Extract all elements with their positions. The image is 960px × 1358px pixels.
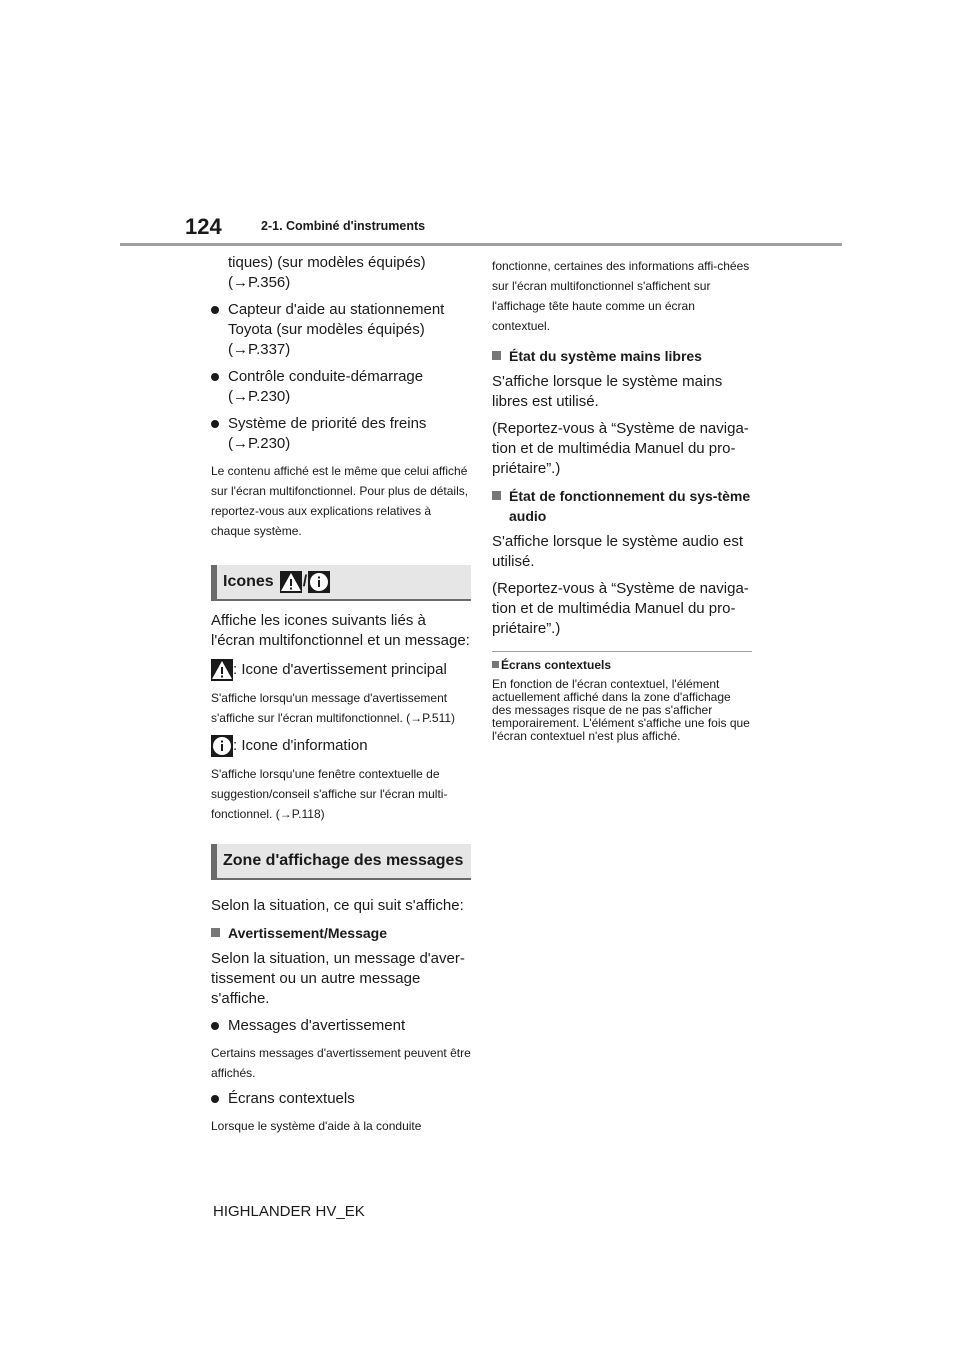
page-number: 124	[185, 214, 222, 239]
bullet-icon	[211, 306, 219, 314]
square-bullet-icon	[492, 661, 499, 668]
warning-triangle-icon	[211, 659, 233, 681]
continued-text: tiques) (sur modèles équipés)	[228, 254, 426, 271]
warning-icon-desc: S'affiche lorsqu'un message d'avertissement s'affiche sur l'écran multifonctionnel. (→P.511)	[211, 691, 456, 725]
bullet-item	[211, 1089, 471, 1109]
section-header-messages	[211, 844, 471, 880]
bullet-item	[211, 300, 471, 360]
subsection-ref: (Reportez-vous à “Système de naviga-tion et de multimédia Manuel du pro-priétaire”.)	[492, 580, 749, 637]
warning-triangle-icon	[280, 571, 302, 593]
subsection-heading	[492, 486, 752, 526]
icon-separator: /	[302, 573, 308, 590]
bullet-label: Écrans contextuels	[228, 1090, 355, 1107]
bullet-item	[211, 1016, 471, 1036]
note-heading	[492, 658, 752, 672]
warning-icon-label: : Icone d'avertissement principal	[233, 661, 447, 678]
bullet-label: Système de priorité des freins (→P.230)	[228, 415, 427, 452]
subsection-heading-text: État de fonctionnement du sys-tème audio	[509, 488, 751, 524]
continued-ref: (→P.356)	[228, 274, 291, 291]
subsection-text: Selon la situation, un message d'aver-tissement ou un autre message s'affiche.	[211, 950, 465, 1007]
note-text: Le contenu affiché est le même que celui affiché sur l'écran multifonctionnel. Pour plus de détails, reportez-vous aux explications relatives à chaque système.	[211, 464, 469, 538]
info-icon-label: : Icone d'information	[233, 737, 368, 754]
bullet-label: Contrôle conduite-démarrage (→P.230)	[228, 368, 424, 405]
section-title: Icones	[223, 573, 274, 590]
warning-icon-row	[211, 658, 471, 682]
bullet-label: Messages d'avertissement	[228, 1017, 406, 1034]
square-bullet-icon	[211, 928, 220, 937]
subsection-heading-text: État du système mains libres	[509, 348, 702, 364]
bullet-label: Capteur d'aide au stationnement Toyota (sur modèles équipés) (→P.337)	[228, 301, 445, 358]
right-column	[492, 256, 752, 743]
subsection-heading	[211, 923, 471, 943]
note-divider	[492, 651, 752, 652]
square-bullet-icon	[492, 491, 501, 500]
bullet-icon	[211, 1095, 219, 1103]
subsection-heading-text: Avertissement/Message	[228, 925, 388, 941]
continued-text: fonctionne, certaines des informations affi-chées sur l'écran multifonctionnel s'affichent sur l'affichage tête haute comme un écran contextuel.	[492, 259, 750, 333]
bullet-icon	[211, 420, 219, 428]
square-bullet-icon	[492, 351, 501, 360]
bullet-item	[211, 414, 471, 454]
subsection-text: S'affiche lorsque le système audio est utilisé.	[492, 533, 744, 570]
icons-intro: Affiche les icones suivants liés à l'écran multifonctionnel et un message:	[211, 612, 470, 649]
bullet-desc: Certains messages d'avertissement peuvent être affichés.	[211, 1046, 471, 1080]
messages-intro: Selon la situation, ce qui suit s'affiche:	[211, 897, 464, 914]
bullet-icon	[211, 373, 219, 381]
note-heading-text: Écrans contextuels	[501, 658, 612, 672]
info-icon-desc: S'affiche lorsqu'une fenêtre contextuelle de suggestion/conseil s'affiche sur l'écran multi-fonctionnel. (→P.118)	[211, 767, 448, 821]
left-column	[211, 253, 471, 1142]
note-text: En fonction de l'écran contextuel, l'élément actuellement affiché dans la zone d'affichage des messages risque de ne pas s'afficher temporairement. L'élément s'affiche une fois que l'écran contextuel n'est plus affiché.	[492, 677, 750, 743]
info-circle-icon	[211, 735, 233, 757]
info-icon-row	[211, 734, 471, 758]
subsection-heading	[492, 346, 752, 366]
subsection-ref: (Reportez-vous à “Système de naviga-tion et de multimédia Manuel du pro-priétaire”.)	[492, 420, 749, 477]
bullet-item	[211, 367, 471, 407]
chapter-title: 2-1. Combiné d'instruments	[261, 219, 426, 233]
subsection-text: S'affiche lorsque le système mains libres est utilisé.	[492, 373, 723, 410]
section-title: Zone d'affichage des messages	[223, 852, 464, 869]
info-circle-icon	[308, 571, 330, 593]
header-divider	[120, 243, 842, 246]
footer-model: HIGHLANDER HV_EK	[213, 1203, 365, 1220]
bullet-desc: Lorsque le système d'aide à la conduite	[211, 1119, 422, 1133]
bullet-icon	[211, 1022, 219, 1030]
section-header-icons	[211, 565, 471, 601]
